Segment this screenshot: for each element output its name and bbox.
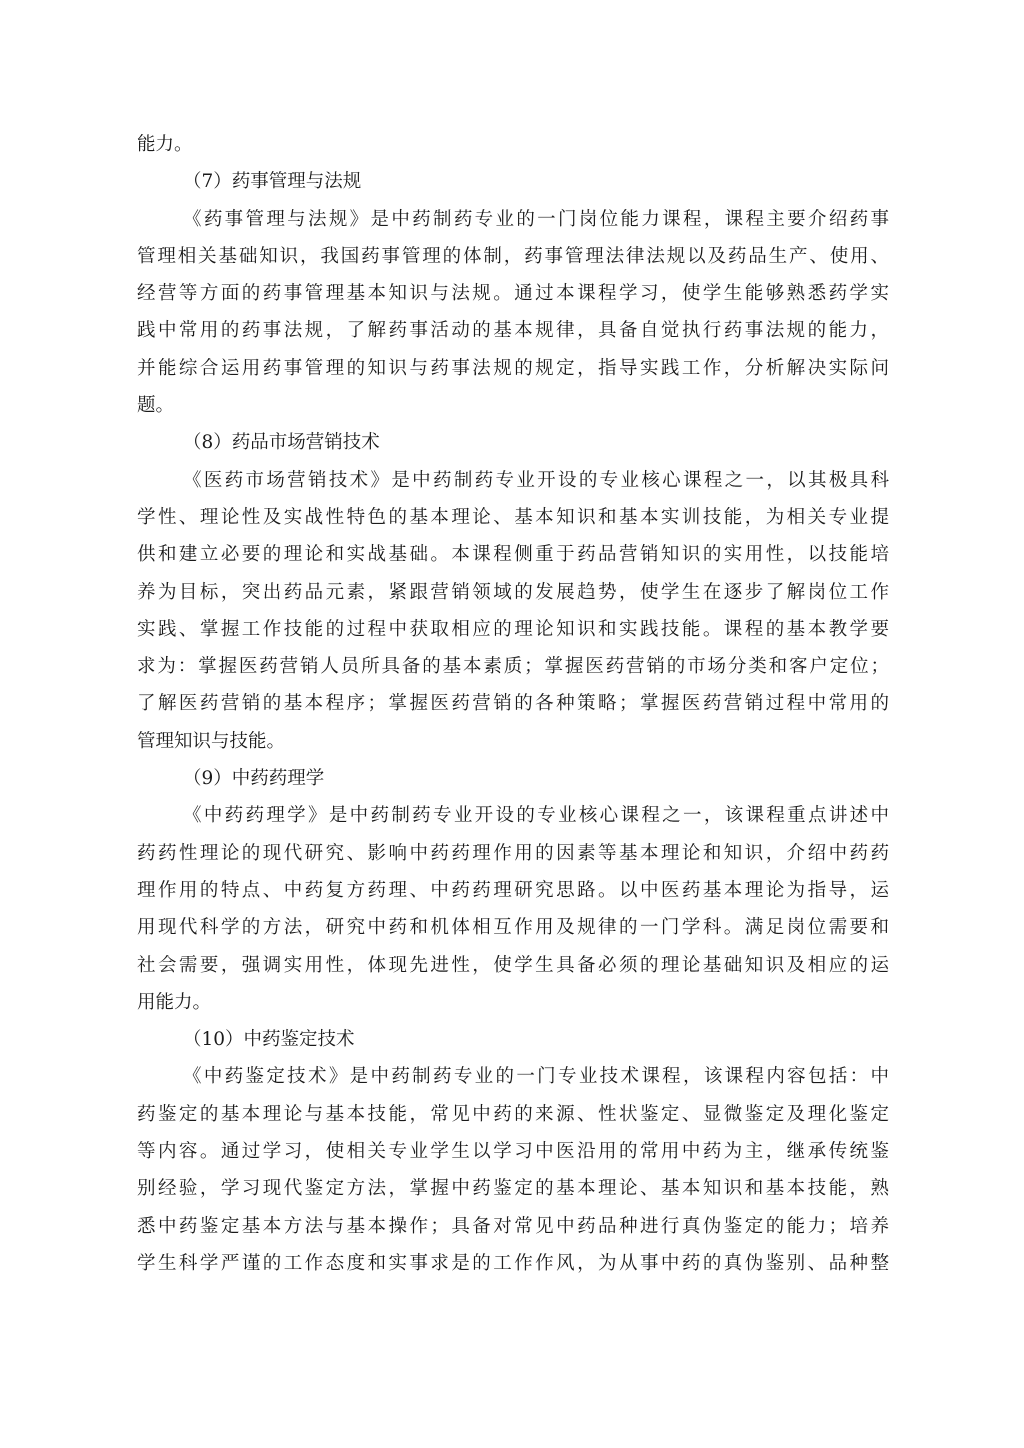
text-line: 管理相关基础知识，我国药事管理的体制，药事管理法律法规以及药品生产、使用、 [137,245,889,267]
text-line: 供和建立必要的理论和实战基础。本课程侧重于药品营销知识的实用性，以技能培 [137,544,889,566]
section-heading: （8）药品市场营销技术 [183,432,380,454]
text-line: 《中药鉴定技术》是中药制药专业的一门专业技术课程，该课程内容包括：中 [183,1066,889,1088]
document-page [137,126,889,1282]
text-line: 等内容。通过学习，使相关专业学生以学习中医沿用的常用中药为主，继承传统鉴 [137,1141,889,1163]
text-line: 养为目标，突出药品元素，紧跟营销领域的发展趋势，使学生在逐步了解岗位工作 [137,581,889,603]
text-line: 学性、理论性及实战性特色的基本理论、基本知识和基本实训技能，为相关专业提 [137,506,889,528]
text-line: 能力。 [137,134,193,155]
text-line: 用现代科学的方法，研究中药和机体相互作用及规律的一门学科。满足岗位需要和 [137,917,889,939]
text-line: 《药事管理与法规》是中药制药专业的一门岗位能力课程，课程主要介绍药事 [183,208,889,230]
text-line: 题。 [137,395,175,417]
text-line: 药药性理论的现代研究、影响中药药理作用的因素等基本理论和知识，介绍中药药 [137,842,889,864]
text-line: 实践、掌握工作技能的过程中获取相应的理论知识和实践技能。课程的基本教学要 [137,618,889,640]
text-line: 理作用的特点、中药复方药理、中药药理研究思路。以中医药基本理论为指导，运 [137,879,889,901]
text-line: 经营等方面的药事管理基本知识与法规。通过本课程学习，使学生能够熟悉药学实 [137,283,889,305]
text-line: 践中常用的药事法规，了解药事活动的基本规律，具备自觉执行药事法规的能力， [137,320,889,342]
text-line: 并能综合运用药事管理的知识与药事法规的规定，指导实践工作，分析解决实际问 [137,357,889,379]
text-line: 用能力。 [137,991,212,1013]
section-heading: （9）中药药理学 [183,768,325,790]
text-line: 别经验，学习现代鉴定方法，掌握中药鉴定的基本理论、基本知识和基本技能，熟 [137,1178,889,1200]
text-line: 学生科学严谨的工作态度和实事求是的工作作风，为从事中药的真伪鉴别、品种整 [137,1252,889,1274]
section-heading: （10）中药鉴定技术 [183,1029,355,1051]
section-heading: （7）药事管理与法规 [183,171,362,193]
text-line: 《医药市场营销技术》是中药制药专业开设的专业核心课程之一，以其极具科 [183,469,889,491]
text-line: 社会需要，强调实用性，体现先进性，使学生具备必须的理论基础知识及相应的运 [137,954,889,976]
text-line: 药鉴定的基本理论与基本技能，常见中药的来源、性状鉴定、显微鉴定及理化鉴定 [137,1103,889,1125]
text-line: 悉中药鉴定基本方法与基本操作；具备对常见中药品种进行真伪鉴定的能力；培养 [137,1215,889,1237]
text-line: 了解医药营销的基本程序；掌握医药营销的各种策略；掌握医药营销过程中常用的 [137,693,889,715]
text-line: 求为：掌握医药营销人员所具备的基本素质；掌握医药营销的市场分类和客户定位； [137,656,889,678]
text-line: 管理知识与技能。 [137,730,286,752]
text-line: 《中药药理学》是中药制药专业开设的专业核心课程之一，该课程重点讲述中 [183,805,889,827]
